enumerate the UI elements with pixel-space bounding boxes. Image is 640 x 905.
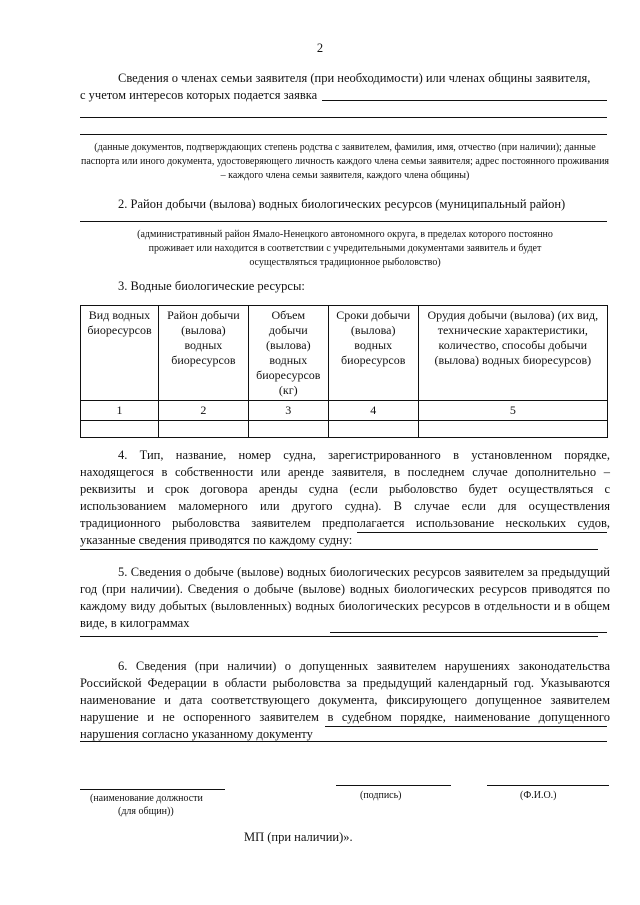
section4-fill-line-2[interactable] [80, 549, 598, 550]
section2-fill-line[interactable] [80, 221, 607, 222]
section4-fill-line-1[interactable] [357, 532, 607, 533]
col-number-2: 2 [158, 401, 248, 421]
position-label: (наименование должности [90, 793, 203, 804]
family-fill-line-2[interactable] [80, 117, 607, 118]
table-cell[interactable] [418, 421, 607, 438]
family-fill-line-1[interactable] [322, 100, 607, 101]
table-cell[interactable] [328, 421, 418, 438]
section6-fill-line-2[interactable] [80, 741, 607, 742]
signature-line[interactable] [336, 785, 451, 786]
section2-note: (административный район Ямало-Ненецкого автономного округа, в пределах которого постоянно проживает или находится в соответствии с учредительными документами заявитель и будет осуществляться традиционное рыболовство) [137, 229, 553, 268]
section5-fill-line-2[interactable] [80, 636, 598, 637]
col-number-1: 1 [81, 401, 159, 421]
section4-text: 4. Тип, название, номер судна, зарегистрированного в установленном порядке, находящегося в собственности или аренде заявителя, в последнем случае дополнительно – реквизиты и срок договора аренды судна (если рыболовство будет осуществляться с использованием маломерного или другого судна). В случае если для осуществления традиционного рыболовства заявителем предполагается использование нескольких судов, указанные сведения приводятся по каждому судну: [80, 448, 610, 547]
signature-label: (подпись) [360, 790, 402, 801]
fio-label: (Ф.И.О.) [520, 790, 557, 801]
position-line[interactable] [80, 789, 225, 790]
section6-text: 6. Сведения (при наличии) о допущенных заявителем нарушениях законодательства Российской Федерации в области рыболовства за предыдущий календарный год. Указываются наименование и дата соответствующего документа, фиксирующего допущенное заявителем нарушение и не оспоренного заявителем в судебном порядке, наименование допущенного нарушения согласно указанному документу [80, 659, 610, 741]
header-period: Сроки добычи (вылова) водных биоресурсов [328, 306, 418, 401]
col-number-4: 4 [328, 401, 418, 421]
section3-title: 3. Водные биологические ресурсы: [118, 279, 305, 293]
table-header-row [81, 306, 608, 401]
table-cell[interactable] [158, 421, 248, 438]
header-gear: Орудия добычи (вылова) (их вид, технические характеристики, количество, способы добычи (вылова) водных биоресурсов) [418, 306, 607, 401]
table-cell[interactable] [248, 421, 328, 438]
table-number-row [81, 401, 608, 421]
stamp-text: МП (при наличии)». [244, 830, 353, 844]
section2-title: 2. Район добычи (вылова) водных биологических ресурсов (муниципальный район) [118, 197, 566, 211]
col-number-5: 5 [418, 401, 607, 421]
family-fill-line-3[interactable] [80, 134, 607, 135]
table-cell[interactable] [81, 421, 159, 438]
header-area: Район добычи (вылова) водных биоресурсов [158, 306, 248, 401]
family-intro-line2: с учетом интересов которых подается заявка [80, 88, 318, 102]
bioresources-table [80, 305, 608, 438]
family-note: (данные документов, подтверждающих степень родства с заявителем, фамилия, имя, отчество (при наличии); данные паспорта или иного документа, удостоверяющего личность каждого члена семьи заявителя; адрес постоянного проживания – каждого члена семьи заявителя, каждого члена общины) [80, 142, 610, 181]
position-label-2: (для общин)) [118, 806, 174, 817]
col-number-3: 3 [248, 401, 328, 421]
section5-fill-line-1[interactable] [330, 632, 607, 633]
fio-line[interactable] [487, 785, 609, 786]
header-volume: Объем добычи (вылова) водных биоресурсов (кг) [248, 306, 328, 401]
family-intro-line1: Сведения о членах семьи заявителя (при необходимости) или членах общины заявителя, [118, 71, 591, 85]
section5-text: 5. Сведения о добыче (вылове) водных биологических ресурсов заявителем за предыдущий год (при наличии). Сведения о добыче (вылове) водных биологических ресурсов приводятся по каждому виду добытых (выловленных) водных биологических ресурсов в отдельности и в общем виде, в килограммах [80, 565, 610, 630]
table-row[interactable] [81, 421, 608, 438]
section6-fill-line-1[interactable] [325, 726, 607, 727]
page-number: 2 [316, 41, 324, 55]
header-species: Вид водных биоресурсов [81, 306, 159, 401]
